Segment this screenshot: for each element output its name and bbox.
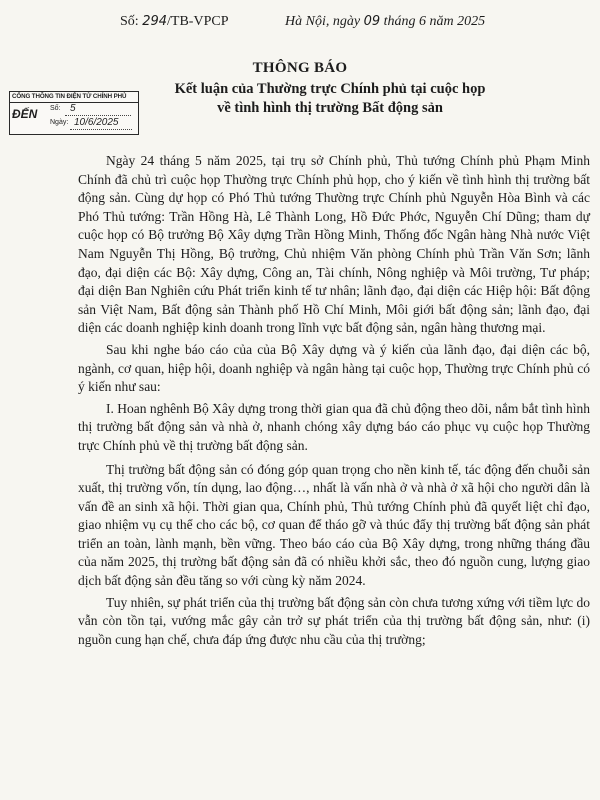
stamp-title: CỔNG THÔNG TIN ĐIỆN TỬ CHÍNH PHỦ <box>12 93 127 100</box>
document-number <box>120 14 228 30</box>
stamp-date-label: Ngày: <box>50 119 69 126</box>
document-title: THÔNG BÁO <box>252 60 348 76</box>
stamp-date-line <box>70 129 132 130</box>
paragraph-1: Ngày 24 tháng 5 năm 2025, tại trụ sở Chính phủ, Thủ tướng Chính phủ Phạm Minh Chính đã chủ trì cuộc họp Thường trực Chính phủ họp, cho ý kiến về tình hình thị trường bất động sản. Cùng dự họp có Phó Thủ tướng Thường trực Chính phủ Nguyễn Hòa Bình và các Phó Thủ tướng: Trần Hồng Hà, Lê Thành Long, Hồ Đức Phớc, Nguyễn Chí Dũng; tham dự cuộc họp có Bộ trưởng Bộ Xây dựng Trần Hồng Minh, Thống đốc Ngân hàng Nhà nước Việt Nam Nguyễn Thị Hồng, Bộ trưởng, Chủ nhiệm Văn phòng Chính phủ Trần Văn Sơn; lãnh đạo, đại diện các Bộ: Xây dựng, Công an, Tài chính, Nông nghiệp và Môi trường, Tư pháp; đại diện Ban Nghiên cứu Phát triển kinh tế tư nhân; lãnh đạo, đại diện các Hiệp hội: Bất động sản Việt Nam, Bất động sản Thành phố Hồ Chí Minh, Môi giới bất động sản; lãnh đạo, đại diện các doanh nghiệp kinh doanh trong lĩnh vực bất động sản, ngân hàng thương mại. <box>78 153 590 336</box>
stamp-den-label: ĐẾN <box>12 107 38 121</box>
doc-number-prefix: Số: <box>120 14 139 29</box>
paragraph-4: Thị trường bất động sản có đóng góp quan trọng cho nền kinh tế, tác động đến chuỗi sản xuất, thị trường vốn, tín dụng, lao động…, nhất là vấn nhà ở và nhà ở xã hội cho người dân là vấn đề an sinh xã hội. Thời gian qua, Chính phủ, Thủ tướng Chính phủ đã quyết liệt chỉ đạo, giao nhiệm vụ cụ thể cho các bộ, cơ quan để tháo gỡ và thúc đẩy thị trường bất động sản phát triển an toàn, lành mạnh, bền vững. Theo báo cáo của Bộ Xây dựng, trong những tháng đầu của năm 2025, thị trường bất động sản đã có nhiều khởi sắc, theo đó nguồn cung, lượng giao dịch bất động sản đều tăng so với cùng kỳ năm 2024. <box>78 461 590 589</box>
document-body <box>78 152 590 652</box>
stamp-date-value: 10/6/2025 <box>74 117 119 128</box>
stamp-so-value: 5 <box>70 103 76 114</box>
location-date-prefix: Hà Nội, ngày <box>285 14 361 29</box>
subtitle-line-2: về tình hình thị trường Bất động sản <box>217 100 443 116</box>
subtitle-line-1: Kết luận của Thường trực Chính phủ tại cuộc họp <box>174 81 486 97</box>
day-handwritten: 09 <box>363 14 381 29</box>
paragraph-3: I. Hoan nghênh Bộ Xây dựng trong thời gian qua đã chủ động theo dõi, nắm bắt tình hình thị trường bất động sản và nhà ở, nhanh chóng xây dựng báo cáo phục vụ cuộc họp Thường trực Chính phủ về thị trường bất động sản. <box>78 400 590 453</box>
paragraph-5: Tuy nhiên, sự phát triển của thị trường bất động sản còn chưa tương xứng với tiềm lực do vẫn còn tồn tại, vướng mắc gây cản trở sự phát triển của thị trường bất động sản, như: (i) nguồn cung hạn chế, chưa đáp ứng được nhu cầu của thị trường; <box>78 594 590 647</box>
paragraph-2: Sau khi nghe báo cáo của của Bộ Xây dựng và ý kiến của lãnh đạo, đại diện các bộ, ngành, cơ quan, hiệp hội, doanh nghiệp và ngân hàng tại cuộc họp, Thường trực Chính phủ có ý kiến như sau: <box>78 341 590 395</box>
stamp-so-label: Số: <box>50 105 61 112</box>
stamp-so-line <box>65 115 131 116</box>
received-stamp <box>9 91 139 135</box>
doc-number-handwritten: 294 <box>142 14 168 29</box>
document-subtitle <box>120 80 540 118</box>
location-date-suffix: tháng 6 năm 2025 <box>383 14 486 29</box>
location-date <box>285 14 485 30</box>
doc-number-suffix: /TB-VPCP <box>167 14 229 29</box>
